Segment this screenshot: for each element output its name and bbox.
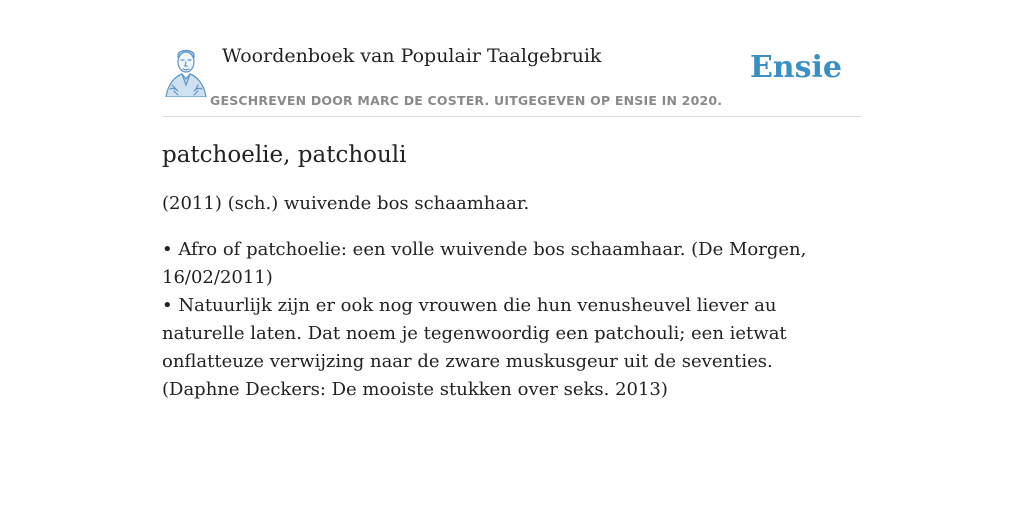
example-quote: • Afro of patchoelie: een volle wuivende bos schaamhaar. (De Morgen, 16/02/2011) bbox=[162, 239, 807, 288]
entry-word: patchoelie, patchouli bbox=[162, 142, 407, 168]
author-portrait-icon bbox=[162, 45, 210, 97]
header bbox=[162, 40, 862, 117]
entry-examples bbox=[162, 236, 842, 404]
example-quote: • Natuurlijk zijn er ook nog vrouwen die hun venusheuvel liever au naturelle laten. Dat noem je tegenwoordig een patchouli; een ietwat onflatteuze verwijzing naar de zware muskusgeur uit de seventies. (Daphne Deckers: De mooiste stukken over seks. 2013) bbox=[162, 295, 787, 400]
entry bbox=[162, 138, 842, 404]
book-title[interactable]: Woordenboek van Populair Taalgebruik bbox=[222, 45, 602, 67]
ensie-logo[interactable]: Ensie bbox=[749, 50, 842, 85]
entry-definition: (2011) (sch.) wuivende bos schaamhaar. bbox=[162, 193, 530, 214]
byline: GESCHREVEN DOOR MARC DE COSTER. UITGEGEVEN OP ENSIE IN 2020. bbox=[210, 93, 723, 108]
